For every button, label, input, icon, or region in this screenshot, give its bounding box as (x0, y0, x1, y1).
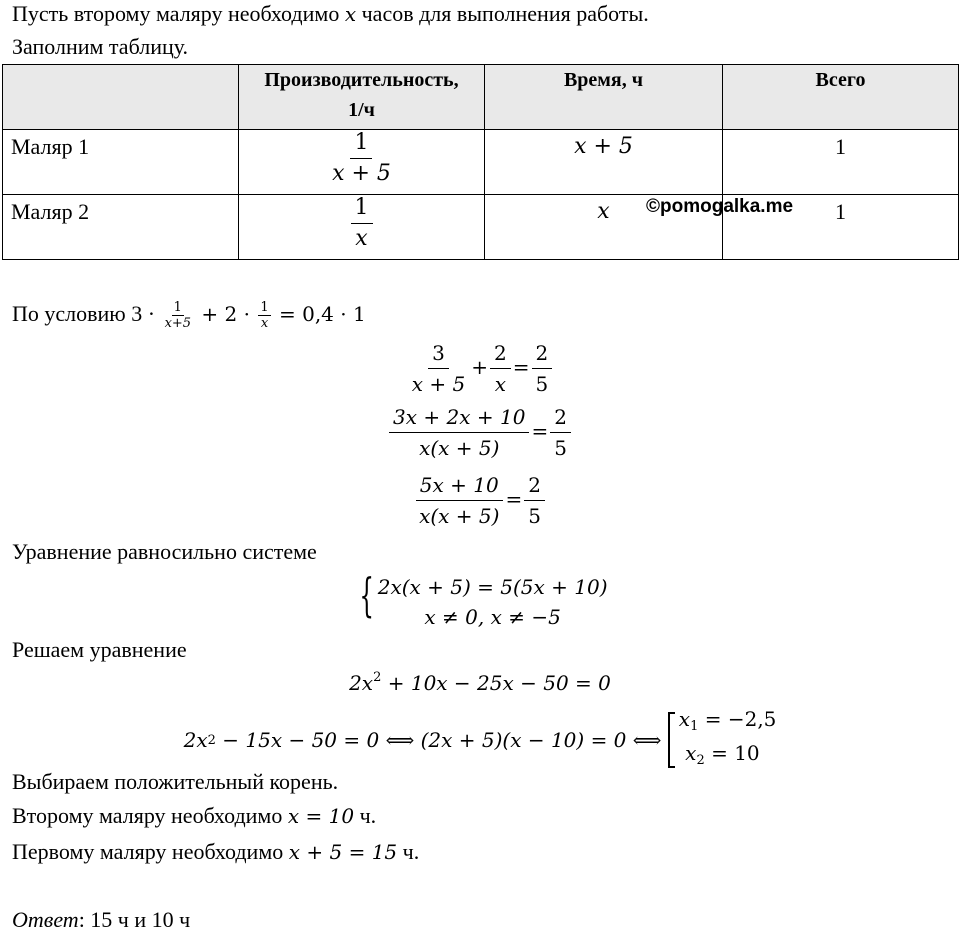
intro-line-1 (12, 0, 649, 28)
fraction (408, 340, 469, 397)
header-productivity-unit: 1/ч (348, 99, 375, 121)
root-value: = −2,5 (698, 707, 777, 731)
second-math: x = 10 (287, 804, 355, 828)
system-lines (378, 572, 608, 632)
row-total: 1 (723, 195, 959, 260)
fraction-denominator: x + 5 (411, 372, 466, 396)
root-value: = 10 (704, 741, 760, 765)
bracket-icon (668, 712, 675, 768)
row-time: x (485, 195, 723, 260)
row-label: Маляр 2 (3, 195, 239, 260)
equation-3 (0, 472, 960, 529)
root-2 (679, 740, 777, 774)
header-total: Всего (723, 65, 959, 130)
equals-sign: = (512, 355, 530, 379)
fraction-denominator: x (260, 316, 269, 332)
answer-label: Ответ (12, 907, 79, 932)
table-row (3, 195, 959, 260)
fraction (415, 472, 503, 529)
solve-intro: Решаем уравнение (12, 637, 187, 662)
fraction-numerator: 2 (490, 340, 511, 369)
fraction-denominator: x (355, 226, 368, 251)
variable-x: x (344, 2, 357, 26)
row-productivity (239, 195, 485, 260)
plus-sign: + (471, 355, 488, 379)
fraction (258, 300, 270, 331)
second-text: Второму маляру необходимо (12, 803, 288, 828)
intro-text-end: часов для выполнения работы. (356, 1, 649, 26)
solve-line (184, 706, 777, 774)
fraction (163, 300, 194, 331)
fraction-numerator: 3x + 2x + 10 (389, 404, 529, 433)
roots (679, 706, 777, 774)
equals-sign: = (531, 419, 549, 443)
fraction-denominator: 5 (554, 436, 567, 460)
condition-suffix: = 0,4 · 1 (272, 302, 366, 326)
productivity-table (2, 64, 959, 260)
equals-sign: = (505, 487, 523, 511)
fraction (490, 340, 511, 397)
watermark: ©pomogalka.me (646, 196, 794, 217)
equation-1 (0, 340, 960, 397)
intro-line-2: Заполним таблицу. (12, 34, 189, 59)
answer-text: : 15 ч и 10 ч (78, 907, 191, 932)
solve-equation-2 (0, 706, 960, 774)
fraction-numerator: 1 (350, 130, 372, 159)
fraction-denominator: x+5 (164, 316, 192, 332)
root-var: x (685, 741, 697, 765)
fraction-denominator: 5 (528, 504, 541, 528)
intro-text: Пусть второму маляру необходимо (12, 1, 345, 26)
fraction-denominator: x + 5 (332, 161, 391, 186)
first-math: x + 5 = 15 (288, 840, 398, 864)
row-total: 1 (723, 130, 959, 195)
fraction-denominator: x(x + 5) (419, 504, 500, 528)
fraction-numerator: 1 (260, 300, 269, 316)
fraction-numerator: 5x + 10 (416, 472, 503, 501)
header-empty (3, 65, 239, 130)
fraction (550, 404, 571, 461)
system-line-1: 2x(x + 5) = 5(5x + 10) (377, 575, 608, 599)
first-unit: ч. (397, 839, 420, 864)
fraction-denominator: 5 (535, 372, 549, 396)
header-time: Время, ч (485, 65, 723, 130)
term: 2x (183, 728, 208, 752)
fraction-numerator: 1 (173, 300, 182, 316)
fraction-numerator: 3 (428, 340, 449, 369)
fraction-numerator: 1 (351, 195, 373, 224)
system-line-2: x ≠ 0, x ≠ −5 (424, 605, 561, 629)
root-1 (679, 706, 777, 740)
row-productivity (239, 130, 485, 195)
term: 2x (349, 671, 374, 695)
row-time: x + 5 (485, 130, 723, 195)
fraction (351, 195, 373, 252)
fraction (524, 472, 545, 529)
solve-equation-1 (0, 670, 960, 695)
left-brace-icon: { (359, 568, 375, 622)
fraction-numerator: 2 (524, 472, 545, 501)
condition-line (12, 300, 366, 331)
exponent: 2 (373, 670, 382, 685)
fraction-numerator: 2 (532, 340, 553, 369)
table-header-row (3, 65, 959, 130)
system-block (0, 568, 960, 632)
term-rest: + 10x − 25x − 50 = 0 (381, 671, 611, 695)
header-productivity-label: Производительность, (264, 69, 459, 91)
table-row (3, 130, 959, 195)
fraction-denominator: x (494, 372, 506, 396)
header-productivity (239, 65, 485, 130)
second-unit: ч. (354, 803, 377, 828)
exponent: 2 (207, 732, 216, 748)
choose-line: Выбираем положительный корень. (12, 769, 339, 794)
row-label: Маляр 1 (3, 130, 239, 195)
condition-prefix: По условию 3 · (12, 301, 161, 326)
second-line (12, 802, 376, 830)
first-line (12, 838, 419, 866)
fraction-numerator: 2 (550, 404, 571, 433)
first-text: Первому маляру необходимо (12, 839, 289, 864)
term-rest: − 15x − 50 = 0 ⟺ (2x + 5)(x − 10) = 0 ⟺ (215, 728, 668, 752)
subscript: 2 (696, 753, 705, 768)
root-var: x (678, 707, 691, 731)
subscript: 1 (690, 719, 699, 734)
answer-line (12, 906, 190, 934)
fraction-denominator: x(x + 5) (419, 436, 500, 460)
condition-mid: + 2 · (195, 302, 257, 326)
fraction (389, 404, 529, 461)
equation-2 (0, 404, 960, 461)
fraction (328, 130, 395, 187)
system (352, 568, 608, 632)
system-intro: Уравнение равносильно системе (12, 539, 317, 564)
fraction (532, 340, 553, 397)
